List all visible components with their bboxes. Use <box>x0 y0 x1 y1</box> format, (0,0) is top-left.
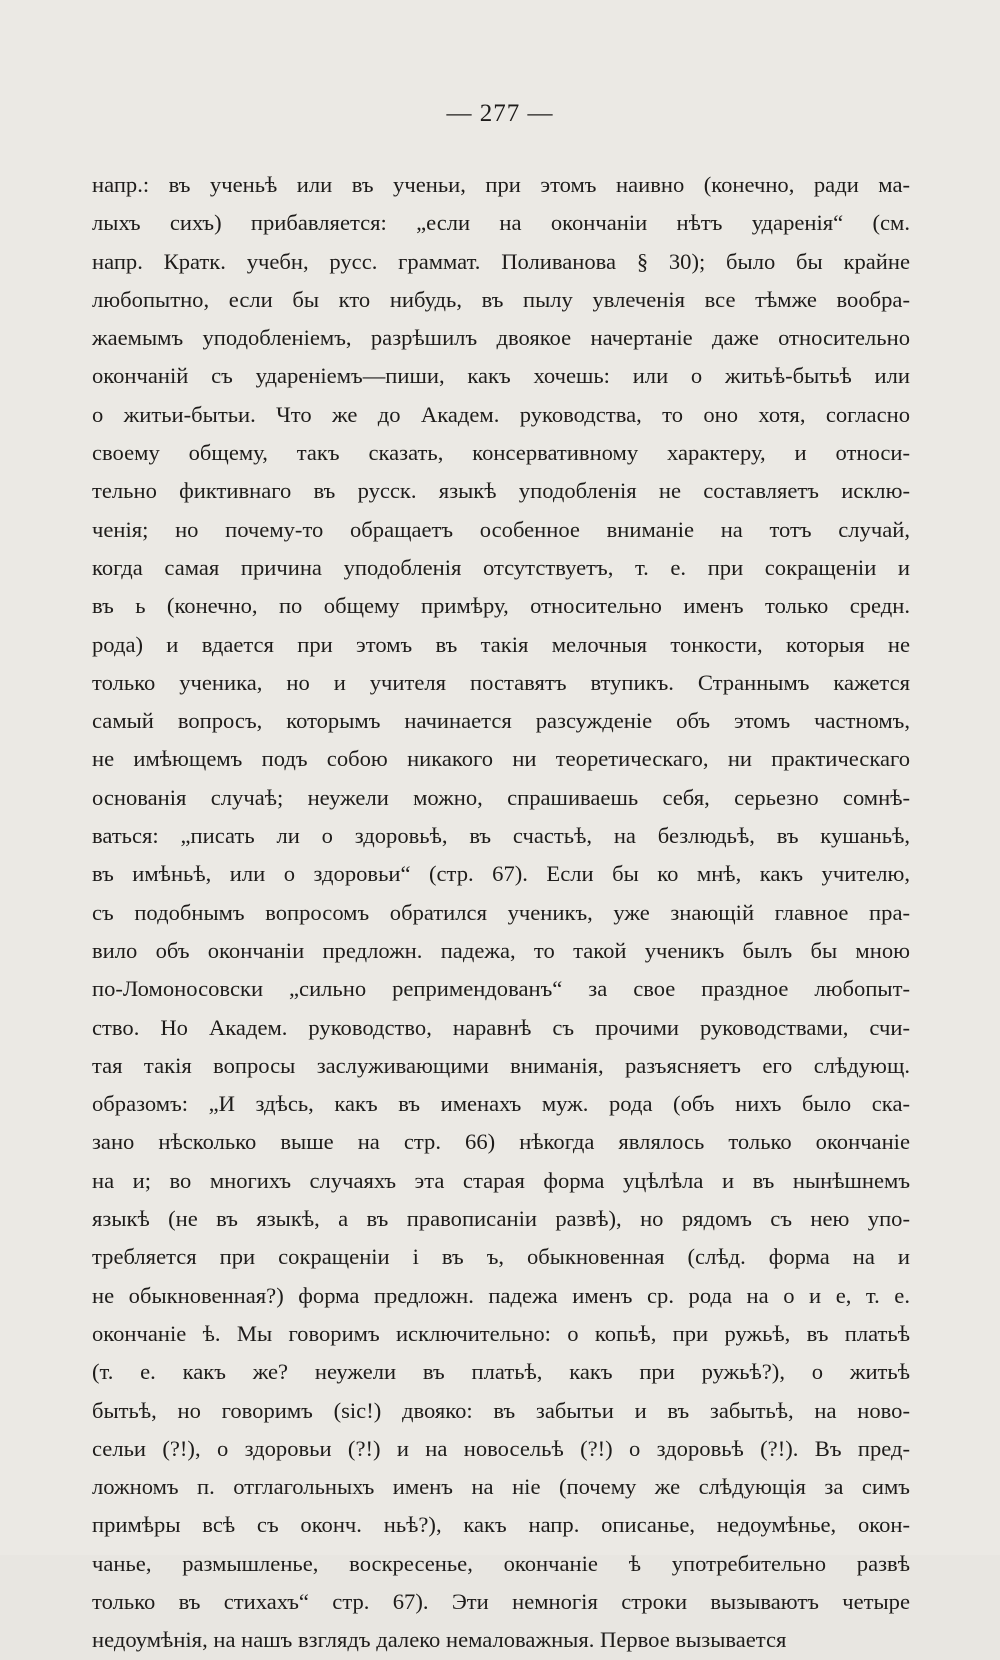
text-line: на и; во многихъ случаяхъ эта старая форма уцѣлѣла и въ нынѣшнемъ <box>92 1167 910 1193</box>
body-text <box>92 166 910 1660</box>
text-line: языкѣ (не въ языкѣ, а въ правописаніи развѣ), но рядомъ съ нею упо- <box>92 1206 910 1232</box>
text-line: въ ь (конечно, по общему примѣру, относительно именъ только средн. <box>92 593 910 619</box>
text-line: въ имѣньѣ, или о здоровьи“ (стр. 67). Если бы ко мнѣ, какъ учителю, <box>92 861 910 887</box>
text-line: напр. Кратк. учебн, русс. граммат. Поливанова § 30); было бы крайне <box>92 248 910 274</box>
text-line: жаемымъ уподобленіемъ, разрѣшилъ двоякое начертаніе даже относительно <box>92 325 910 351</box>
text-line: своему общему, такъ сказать, консервативному характеру, и относи- <box>92 440 910 466</box>
text-line: ложномъ п. отглагольныхъ именъ на ніе (почему же слѣдующія за симъ <box>92 1474 910 1500</box>
text-line: лыхъ сихъ) прибавляется: „если на окончаніи нѣтъ ударенія“ (см. <box>92 210 910 236</box>
text-line: требляется при сокращеніи і въ ъ, обыкновенная (слѣд. форма на и <box>92 1244 910 1270</box>
text-line: не обыкновенная?) форма предложн. падежа именъ ср. рода на о и е, т. е. <box>92 1282 910 1308</box>
text-line: съ подобнымъ вопросомъ обратился ученикъ, уже знающій главное пра- <box>92 899 910 925</box>
text-line: окончаніе ѣ. Мы говоримъ исключительно: о копьѣ, при ружьѣ, въ платьѣ <box>92 1320 910 1346</box>
text-line: напр.: въ ученьѣ или въ ученьи, при этомъ наивно (конечно, ради ма- <box>92 172 910 197</box>
text-line: вило объ окончаніи предложн. падежа, то такой ученикъ былъ бы мною <box>92 937 910 963</box>
text-line: основанія случаѣ; неужели можно, спрашиваешь себя, серьезно сомнѣ- <box>92 784 910 810</box>
text-line: самый вопросъ, которымъ начинается разсужденіе объ этомъ частномъ, <box>92 708 910 734</box>
text-line: ство. Но Академ. руководство, наравнѣ съ прочими руководствами, счи- <box>92 1014 910 1040</box>
text-line: рода) и вдается при этомъ въ такія мелочныя тонкости, которыя не <box>92 631 910 657</box>
text-line: когда самая причина уподобленія отсутствуетъ, т. е. при сокращеніи и <box>92 554 910 580</box>
text-line: сельи (?!), о здоровьи (?!) и на новосельѣ (?!) о здоровьѣ (?!). Въ пред- <box>92 1435 910 1461</box>
page-number: — 277 — <box>446 100 554 127</box>
text-line: (т. е. какъ же? неужели въ платьѣ, какъ при ружьѣ?), о житьѣ <box>92 1359 910 1385</box>
text-line: по-Ломоносовски „сильно репримендованъ“ за свое праздное любопыт- <box>92 976 910 1002</box>
text-line: зано нѣсколько выше на стр. 66) нѣкогда являлось только окончаніе <box>92 1129 910 1155</box>
text-line: бытьѣ, но говоримъ (sic!) двояко: въ забытьи и въ забытьѣ, на ново- <box>92 1397 910 1423</box>
text-line: окончаній съ удареніемъ—пиши, какъ хочешь: или о житьѣ-бытьѣ или <box>92 363 910 389</box>
text-line: только ученика, но и учителя поставятъ втупикъ. Страннымъ кажется <box>92 669 910 695</box>
text-line: ваться: „писать ли о здоровьѣ, въ счастьѣ, на безлюдьѣ, въ кушаньѣ, <box>92 823 910 849</box>
text-line: недоумѣнія, на нашъ взглядъ далеко немаловажныя. Первое вызывается <box>92 1627 787 1653</box>
text-line: тельно фиктивнаго въ русск. языкѣ уподобленія не составляетъ исклю- <box>92 478 910 504</box>
text-line: только въ стихахъ“ стр. 67). Эти немногія строки вызываютъ четыре <box>92 1588 910 1614</box>
text-line: образомъ: „И здѣсь, какъ въ именахъ муж. рода (объ нихъ было ска- <box>92 1091 910 1117</box>
text-line: чанье, размышленье, воскресенье, окончаніе ѣ употребительно развѣ <box>92 1550 910 1576</box>
text-line: примѣры всѣ съ оконч. ньѣ?), какъ напр. описанье, недоумѣнье, окон- <box>92 1512 910 1538</box>
text-line: тая такія вопросы заслуживающими вниманія, разъясняетъ его слѣдующ. <box>92 1052 910 1078</box>
text-line: любопытно, если бы кто нибудь, въ пылу увлеченія все тѣмже вообра- <box>92 286 910 312</box>
text-line: не имѣющемъ подъ собою никакого ни теоретическаго, ни практическаго <box>92 746 910 772</box>
text-line: ченія; но почему-то обращаетъ особенное вниманіе на тотъ случай, <box>92 516 910 542</box>
text-line: о житьи-бытьи. Что же до Академ. руководства, то оно хотя, согласно <box>92 401 910 427</box>
